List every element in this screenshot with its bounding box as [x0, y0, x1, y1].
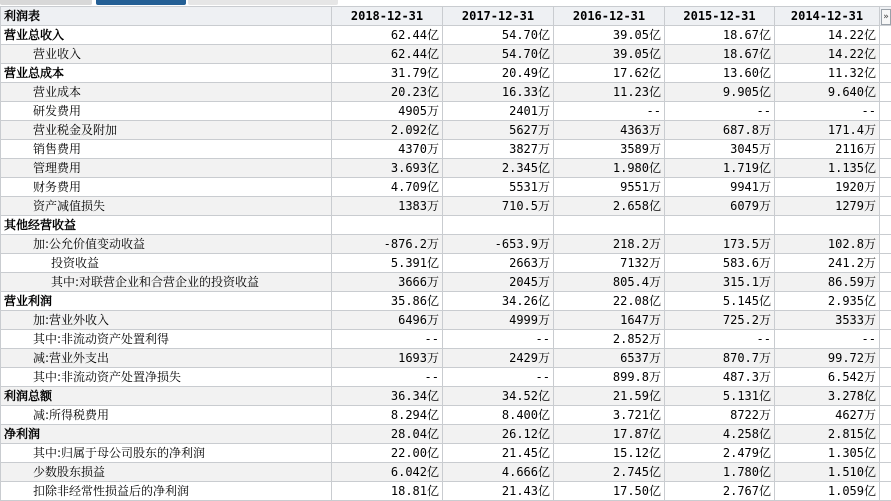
row-label: 营业总成本 — [1, 64, 332, 83]
value-cell: -653.9万 — [443, 235, 554, 254]
row-label: 营业成本 — [1, 83, 332, 102]
row-label: 净利润 — [1, 425, 332, 444]
value-cell: 22.08亿 — [554, 292, 665, 311]
value-cell: 4627万 — [775, 406, 880, 425]
value-cell: 315.1万 — [665, 273, 775, 292]
chevron-right-icon: » — [881, 9, 891, 25]
value-cell: 9551万 — [554, 178, 665, 197]
value-cell: 1.305亿 — [775, 444, 880, 463]
value-cell: 34.52亿 — [443, 387, 554, 406]
scrollbar-track — [880, 368, 891, 387]
value-cell: 6496万 — [332, 311, 443, 330]
row-label: 其中:非流动资产处置利得 — [1, 330, 332, 349]
scrollbar-track — [880, 254, 891, 273]
value-cell: 171.4万 — [775, 121, 880, 140]
table-row — [1, 102, 891, 121]
column-header-2018[interactable]: 2018-12-31 — [332, 7, 443, 26]
value-cell: 17.62亿 — [554, 64, 665, 83]
scrollbar-track — [880, 140, 891, 159]
value-cell: 3666万 — [332, 273, 443, 292]
value-cell: 99.72万 — [775, 349, 880, 368]
value-cell: 4363万 — [554, 121, 665, 140]
value-cell: 16.33亿 — [443, 83, 554, 102]
column-header-2015[interactable]: 2015-12-31 — [665, 7, 775, 26]
value-cell: 4.258亿 — [665, 425, 775, 444]
value-cell: 18.67亿 — [665, 26, 775, 45]
value-cell: 1.980亿 — [554, 159, 665, 178]
row-label: 扣除非经常性损益后的净利润 — [1, 482, 332, 501]
table-row — [1, 121, 891, 140]
table-row — [1, 349, 891, 368]
value-cell: 62.44亿 — [332, 26, 443, 45]
table-row — [1, 311, 891, 330]
value-cell: 3.278亿 — [775, 387, 880, 406]
value-cell: 2401万 — [443, 102, 554, 121]
value-cell: 2116万 — [775, 140, 880, 159]
value-cell: 21.43亿 — [443, 482, 554, 501]
row-label: 其中:非流动资产处置净损失 — [1, 368, 332, 387]
value-cell: 39.05亿 — [554, 45, 665, 64]
value-cell: 1647万 — [554, 311, 665, 330]
value-cell: 6537万 — [554, 349, 665, 368]
row-label: 减:所得税费用 — [1, 406, 332, 425]
value-cell: 4.666亿 — [443, 463, 554, 482]
value-cell: 22.00亿 — [332, 444, 443, 463]
scrollbar-track — [880, 235, 891, 254]
scrollbar-track — [880, 406, 891, 425]
value-cell: -- — [332, 330, 443, 349]
scrollbar-track — [880, 349, 891, 368]
value-cell: 725.2万 — [665, 311, 775, 330]
tab-2-active[interactable] — [96, 0, 186, 5]
value-cell: 21.59亿 — [554, 387, 665, 406]
value-cell: 687.8万 — [665, 121, 775, 140]
scrollbar-track — [880, 26, 891, 45]
row-label: 管理费用 — [1, 159, 332, 178]
value-cell: 487.3万 — [665, 368, 775, 387]
value-cell: 173.5万 — [665, 235, 775, 254]
column-header-2014[interactable]: 2014-12-31 — [775, 7, 880, 26]
scrollbar-track — [880, 292, 891, 311]
table-row — [1, 425, 891, 444]
value-cell: 5.131亿 — [665, 387, 775, 406]
value-cell: 4905万 — [332, 102, 443, 121]
scrollbar-track — [880, 159, 891, 178]
value-cell: 102.8万 — [775, 235, 880, 254]
value-cell — [332, 216, 443, 235]
value-cell: 15.12亿 — [554, 444, 665, 463]
value-cell: 4.709亿 — [332, 178, 443, 197]
value-cell: -- — [665, 330, 775, 349]
scrollbar-track — [880, 444, 891, 463]
column-header-2017[interactable]: 2017-12-31 — [443, 7, 554, 26]
value-cell: -- — [443, 368, 554, 387]
value-cell: 18.81亿 — [332, 482, 443, 501]
value-cell: 2.092亿 — [332, 121, 443, 140]
value-cell: 2.479亿 — [665, 444, 775, 463]
value-cell: -- — [554, 102, 665, 121]
value-cell: 899.8万 — [554, 368, 665, 387]
scrollbar-track — [880, 216, 891, 235]
table-row — [1, 463, 891, 482]
scrollbar-track — [880, 197, 891, 216]
value-cell: 8.400亿 — [443, 406, 554, 425]
value-cell: 5.391亿 — [332, 254, 443, 273]
value-cell: 9.640亿 — [775, 83, 880, 102]
value-cell: 3533万 — [775, 311, 880, 330]
value-cell: 62.44亿 — [332, 45, 443, 64]
scrollbar-track — [880, 64, 891, 83]
table-row — [1, 482, 891, 501]
value-cell: -876.2万 — [332, 235, 443, 254]
row-label: 投资收益 — [1, 254, 332, 273]
value-cell: 26.12亿 — [443, 425, 554, 444]
value-cell — [665, 216, 775, 235]
value-cell: 1920万 — [775, 178, 880, 197]
value-cell: 1279万 — [775, 197, 880, 216]
value-cell: 86.59万 — [775, 273, 880, 292]
value-cell: 2.852万 — [554, 330, 665, 349]
value-cell: 36.34亿 — [332, 387, 443, 406]
value-cell — [443, 216, 554, 235]
table-row — [1, 254, 891, 273]
value-cell: 1.135亿 — [775, 159, 880, 178]
table-row — [1, 159, 891, 178]
scrollbar-track — [880, 311, 891, 330]
value-cell — [554, 216, 665, 235]
table-row — [1, 140, 891, 159]
value-cell: 870.7万 — [665, 349, 775, 368]
row-label: 营业利润 — [1, 292, 332, 311]
scrollbar-track — [880, 463, 891, 482]
value-cell: 6079万 — [665, 197, 775, 216]
value-cell: 805.4万 — [554, 273, 665, 292]
value-cell: 3827万 — [443, 140, 554, 159]
value-cell: 9.905亿 — [665, 83, 775, 102]
value-cell: -- — [775, 102, 880, 121]
value-cell: 1.059亿 — [775, 482, 880, 501]
value-cell: 1693万 — [332, 349, 443, 368]
column-header-2016[interactable]: 2016-12-31 — [554, 7, 665, 26]
scrollbar-track — [880, 387, 891, 406]
value-cell: 7132万 — [554, 254, 665, 273]
value-cell: 3.721亿 — [554, 406, 665, 425]
row-label: 少数股东损益 — [1, 463, 332, 482]
row-label: 其中:归属于母公司股东的净利润 — [1, 444, 332, 463]
value-cell: 2.345亿 — [443, 159, 554, 178]
table-row — [1, 387, 891, 406]
value-cell: -- — [332, 368, 443, 387]
value-cell: 14.22亿 — [775, 45, 880, 64]
value-cell: 2429万 — [443, 349, 554, 368]
value-cell: 11.23亿 — [554, 83, 665, 102]
tab-3[interactable] — [188, 0, 338, 5]
value-cell: 1.510亿 — [775, 463, 880, 482]
row-label: 加:营业外收入 — [1, 311, 332, 330]
value-cell: 54.70亿 — [443, 45, 554, 64]
value-cell: 31.79亿 — [332, 64, 443, 83]
row-label: 加:公允价值变动收益 — [1, 235, 332, 254]
column-header-statement: 利润表 — [1, 7, 332, 26]
table-row — [1, 330, 891, 349]
table-row — [1, 292, 891, 311]
value-cell: 3045万 — [665, 140, 775, 159]
scrollbar-track — [880, 482, 891, 501]
row-label: 营业总收入 — [1, 26, 332, 45]
value-cell: 5.145亿 — [665, 292, 775, 311]
value-cell: 218.2万 — [554, 235, 665, 254]
value-cell: 2045万 — [443, 273, 554, 292]
row-label: 其中:对联营企业和合营企业的投资收益 — [1, 273, 332, 292]
scrollbar-track — [880, 102, 891, 121]
value-cell — [775, 216, 880, 235]
scrollbar-track — [880, 45, 891, 64]
scrollbar-track — [880, 83, 891, 102]
value-cell: 2.935亿 — [775, 292, 880, 311]
value-cell: 20.23亿 — [332, 83, 443, 102]
value-cell: 4370万 — [332, 140, 443, 159]
row-label: 利润总额 — [1, 387, 332, 406]
value-cell: 2.658亿 — [554, 197, 665, 216]
value-cell: 5531万 — [443, 178, 554, 197]
value-cell: 710.5万 — [443, 197, 554, 216]
value-cell: 9941万 — [665, 178, 775, 197]
row-label: 销售费用 — [1, 140, 332, 159]
scrollbar-track — [880, 273, 891, 292]
scrollbar-track — [880, 330, 891, 349]
scroll-right-button[interactable] — [880, 7, 891, 26]
value-cell: 3.693亿 — [332, 159, 443, 178]
value-cell: 2.815亿 — [775, 425, 880, 444]
value-cell: 1383万 — [332, 197, 443, 216]
row-label: 资产减值损失 — [1, 197, 332, 216]
table-row — [1, 235, 891, 254]
table-row — [1, 26, 891, 45]
value-cell: 35.86亿 — [332, 292, 443, 311]
value-cell: 8.294亿 — [332, 406, 443, 425]
value-cell: 2663万 — [443, 254, 554, 273]
value-cell: -- — [775, 330, 880, 349]
income-statement-table — [0, 6, 891, 501]
scrollbar-track — [880, 121, 891, 140]
value-cell: 34.26亿 — [443, 292, 554, 311]
scrollbar-track — [880, 425, 891, 444]
table-row — [1, 368, 891, 387]
value-cell: -- — [665, 102, 775, 121]
scrollbar-track — [880, 178, 891, 197]
table-row — [1, 178, 891, 197]
value-cell: 6.042亿 — [332, 463, 443, 482]
value-cell: 54.70亿 — [443, 26, 554, 45]
table-row — [1, 406, 891, 425]
value-cell: 2.767亿 — [665, 482, 775, 501]
row-label: 其他经营收益 — [1, 216, 332, 235]
value-cell: 39.05亿 — [554, 26, 665, 45]
tab-1[interactable] — [0, 0, 92, 5]
value-cell: 1.780亿 — [665, 463, 775, 482]
value-cell: 6.542万 — [775, 368, 880, 387]
value-cell: 20.49亿 — [443, 64, 554, 83]
row-label: 营业收入 — [1, 45, 332, 64]
value-cell: 11.32亿 — [775, 64, 880, 83]
value-cell: 14.22亿 — [775, 26, 880, 45]
table-row — [1, 273, 891, 292]
table-row — [1, 45, 891, 64]
value-cell: 17.50亿 — [554, 482, 665, 501]
row-label: 研发费用 — [1, 102, 332, 121]
value-cell: 5627万 — [443, 121, 554, 140]
value-cell: 18.67亿 — [665, 45, 775, 64]
table-row — [1, 83, 891, 102]
table-row — [1, 216, 891, 235]
value-cell: 17.87亿 — [554, 425, 665, 444]
row-label: 财务费用 — [1, 178, 332, 197]
value-cell: 3589万 — [554, 140, 665, 159]
value-cell: 583.6万 — [665, 254, 775, 273]
value-cell: 8722万 — [665, 406, 775, 425]
value-cell: 241.2万 — [775, 254, 880, 273]
header-row — [1, 7, 891, 26]
value-cell: 4999万 — [443, 311, 554, 330]
value-cell: 28.04亿 — [332, 425, 443, 444]
value-cell: 2.745亿 — [554, 463, 665, 482]
table-row — [1, 64, 891, 83]
table-row — [1, 444, 891, 463]
value-cell: 21.45亿 — [443, 444, 554, 463]
value-cell: 13.60亿 — [665, 64, 775, 83]
table-row — [1, 197, 891, 216]
value-cell: 1.719亿 — [665, 159, 775, 178]
value-cell: -- — [443, 330, 554, 349]
row-label: 营业税金及附加 — [1, 121, 332, 140]
row-label: 减:营业外支出 — [1, 349, 332, 368]
